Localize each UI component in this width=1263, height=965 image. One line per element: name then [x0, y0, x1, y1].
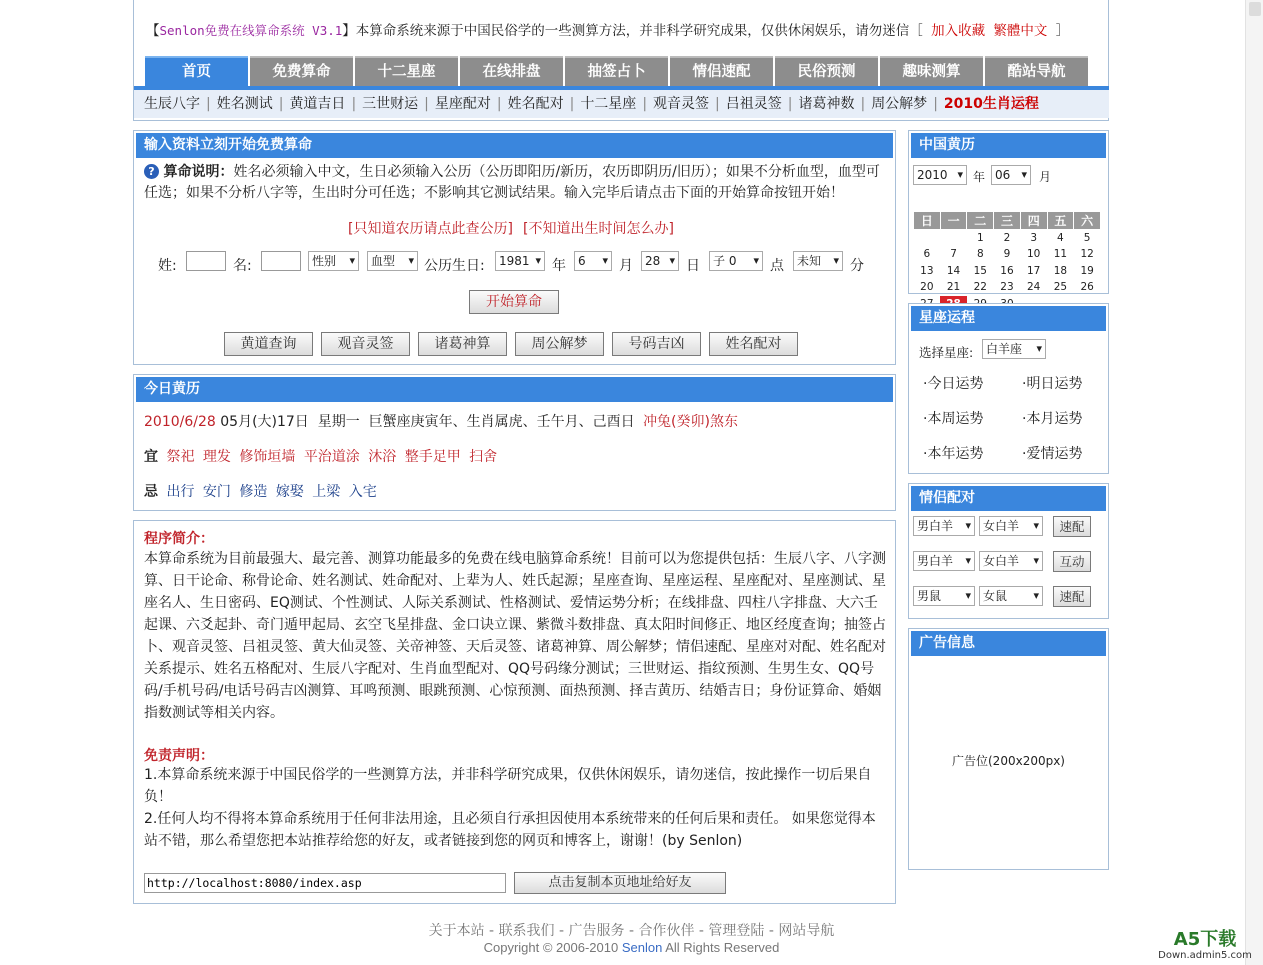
calendar-day[interactable]: 2 — [1003, 232, 1011, 244]
couple-match-panel — [908, 483, 1109, 619]
calendar-day[interactable]: 20 — [920, 281, 934, 294]
couple-match-button[interactable]: 速配 — [1053, 516, 1091, 537]
footer-link-ads[interactable]: 广告服务 — [568, 923, 625, 939]
site-intro — [146, 19, 1069, 39]
quick-number-button[interactable]: 号码吉凶 — [612, 332, 701, 356]
almanac-title: 今日黄历 — [136, 377, 893, 402]
subnav-item[interactable]: 吕祖灵签 — [725, 96, 782, 112]
lunar-lookup-link[interactable]: [只知道农历请点此查公历] — [348, 221, 513, 237]
header — [133, 0, 1109, 121]
today-almanac-panel — [133, 374, 896, 511]
ji-label: 忌 — [144, 484, 158, 500]
blood-type-select[interactable]: 血型 ▾ — [367, 251, 418, 271]
bracket-end: ］ — [1055, 23, 1070, 39]
subnav-item[interactable]: 三世财运 — [362, 96, 419, 112]
month-unit: 月 — [619, 258, 633, 274]
yi-item: 平治道涂 — [303, 449, 360, 465]
tab-chart[interactable]: 在线排盘 — [460, 56, 563, 86]
copyright-pre: Copyright © 2006-2010 — [483, 940, 622, 955]
couple-title: 情侣配对 — [911, 486, 1106, 511]
couple-female-select[interactable]: 女白羊 ▾ — [979, 516, 1043, 536]
footer-link-about[interactable]: 关于本站 — [428, 923, 485, 939]
quick-huangdao-button[interactable]: 黄道查询 — [224, 332, 313, 356]
add-favorite-link[interactable]: 加入收藏 — [931, 23, 986, 39]
subnav-item[interactable]: 生辰八字 — [144, 96, 200, 112]
star-fortune-panel — [908, 303, 1109, 474]
calendar-month-unit: 月 — [1039, 170, 1052, 184]
help-text: 姓名必须输入中文，生日必须输入公历（公历即阳历/新历，农历即阴历/旧历）；如果不分析血型，血型可任选；如果不分析八字等，生出时分可任选；不影响其它测试结果。输入完毕后请点击下面的开始算命按钮开始！ — [144, 164, 880, 201]
fortune-month-link[interactable]: ·本月运势 — [1022, 411, 1083, 427]
form-help — [144, 162, 884, 204]
year-unit: 年 — [552, 258, 566, 274]
site-brand[interactable]: Senlon免费在线算命系统 V3.1 — [159, 23, 343, 38]
subnav-hot-item[interactable]: 2010生肖运程 — [943, 96, 1039, 112]
calendar-day[interactable]: 16 — [1000, 264, 1014, 277]
ji-item: 嫁娶 — [275, 484, 304, 500]
subnav-item[interactable]: 十二星座 — [580, 96, 637, 112]
couple-female-select[interactable]: 女白羊 ▾ — [979, 551, 1043, 571]
calendar-day[interactable]: 26 — [1080, 281, 1094, 294]
tab-divination[interactable]: 抽签占卜 — [565, 56, 668, 86]
calendar-year-select[interactable]: 2010 ▾ — [913, 165, 967, 185]
tab-home[interactable]: 首页 — [145, 56, 248, 86]
calendar-panel — [908, 130, 1109, 294]
calendar-day[interactable]: 14 — [946, 264, 961, 277]
yi-item: 修饰垣墙 — [239, 449, 296, 465]
star-title: 星座运程 — [911, 306, 1106, 331]
bracket-open: 【 — [146, 23, 160, 39]
tab-folk-predict[interactable]: 民俗预测 — [775, 56, 878, 86]
couple-zodiac-match-button[interactable]: 速配 — [1053, 586, 1091, 607]
subnav-item[interactable]: 周公解梦 — [871, 96, 928, 112]
watermark-title: A5下载 — [1173, 929, 1237, 950]
calendar-day[interactable]: 21 — [946, 281, 961, 294]
day-unit: 日 — [686, 258, 700, 274]
footer-links: 关于本站 - 联系我们 - 广告服务 - 合作伙伴 - 管理登陆 - 网站导航 — [428, 923, 835, 939]
birth-year-select[interactable]: 1981 ▾ — [495, 251, 545, 271]
calendar-empty-cell — [940, 230, 967, 247]
copy-url-button[interactable]: 点击复制本页地址给好友 — [514, 872, 726, 894]
tab-free-fortune[interactable]: 免费算命 — [250, 56, 353, 86]
yi-item: 扫舍 — [469, 449, 498, 465]
quick-dream-button[interactable]: 周公解梦 — [515, 332, 604, 356]
ji-item: 修造 — [239, 484, 268, 500]
ji-item: 入宅 — [348, 484, 377, 500]
star-select-label: 选择星座: — [919, 345, 974, 360]
footer-link-admin[interactable]: 管理登陆 — [708, 923, 765, 939]
about-panel — [133, 520, 896, 904]
calendar-title: 中国黄历 — [911, 133, 1106, 158]
sub-nav: 生辰八字 | 姓名测试 | 黄道吉日 | 三世财运 | 星座配对 | 姓名配对 | 十二星座 | 观音灵签 | 吕祖灵签 | 诸葛神数 | 周公解梦 | 2010生肖运程 — [134, 90, 1109, 118]
fortune-love-link[interactable]: ·爱情运势 — [1022, 446, 1083, 462]
surname-input[interactable] — [186, 251, 226, 271]
weekday-header: 三 — [994, 212, 1021, 230]
calendar-day[interactable]: 3 — [1030, 232, 1038, 244]
calendar-day[interactable]: 8 — [976, 248, 984, 261]
weekday-header: 五 — [1047, 212, 1074, 230]
calendar-day[interactable]: 17 — [1027, 264, 1041, 277]
subnav-item[interactable]: 观音灵签 — [653, 96, 710, 112]
fortune-tomorrow-link[interactable]: ·明日运势 — [1022, 376, 1083, 392]
almanac-date: 2010/6/28 — [144, 414, 216, 430]
name-input[interactable] — [261, 251, 301, 271]
disclaimer-title: 免责声明： — [144, 748, 214, 764]
subnav-item[interactable]: 姓名测试 — [216, 96, 273, 112]
calendar-day[interactable]: 18 — [1053, 264, 1068, 277]
scrollbar-thumb[interactable] — [1249, 2, 1261, 16]
calendar-day[interactable]: 15 — [973, 264, 987, 277]
tab-zodiac[interactable]: 十二星座 — [355, 56, 458, 86]
ji-item: 安门 — [202, 484, 231, 500]
calendar-day[interactable]: 4 — [1057, 232, 1064, 244]
ad-panel — [908, 628, 1109, 870]
almanac-clash: 冲兔(癸卯)煞东 — [643, 414, 738, 430]
subnav-item[interactable]: 姓名配对 — [507, 96, 564, 112]
birth-month-select[interactable]: 6 ▾ — [574, 251, 612, 271]
fortune-week-link[interactable]: ·本周运势 — [923, 411, 984, 427]
form-title: 输入资料立刻开始免费算命 — [136, 133, 893, 158]
weekday-header: 六 — [1074, 212, 1101, 230]
couple-interact-button[interactable]: 互动 — [1053, 551, 1091, 572]
help-label: 算命说明： — [163, 164, 234, 180]
name-label: 名: — [233, 258, 252, 274]
bracket-close: 】 — [342, 23, 356, 39]
weekday-header: 四 — [1020, 212, 1047, 230]
calendar-empty-cell — [914, 230, 941, 247]
start-fortune-button[interactable]: 开始算命 — [469, 290, 559, 314]
tab-site-nav[interactable]: 酷站导航 — [985, 56, 1088, 86]
traditional-chinese-link[interactable]: 繁體中文 — [993, 23, 1048, 39]
minute-unit: 分 — [850, 258, 864, 274]
almanac-detail: 05月(大)17日 星期一 巨蟹座庚寅年、生肖属虎、壬午月、己酉日 — [220, 414, 635, 430]
calendar-day[interactable]: 25 — [1053, 281, 1068, 294]
couple-male-select[interactable]: 男白羊 ▾ — [913, 551, 975, 571]
subnav-item[interactable]: 诸葛神数 — [798, 96, 855, 112]
tab-fun-test[interactable]: 趣味测算 — [880, 56, 983, 86]
calendar-grid — [913, 211, 1101, 312]
calendar-day[interactable]: 9 — [1003, 248, 1011, 261]
quick-guanyin-button[interactable]: 观音灵签 — [321, 332, 410, 356]
calendar-day[interactable]: 12 — [1080, 248, 1094, 261]
calendar-day[interactable]: 23 — [1000, 281, 1014, 294]
fortune-today-link[interactable]: ·今日运势 — [923, 376, 984, 392]
disclaimer-1: 1.本算命系统来源于中国民俗学的一些测算方法，并非科学研究成果，仅供休闲娱乐，请勿迷信，按此操作一切后果自负！ — [144, 767, 872, 805]
calendar-month-select[interactable]: 06 ▾ — [991, 165, 1031, 185]
subnav-item[interactable]: 黄道吉日 — [289, 96, 346, 112]
copyright-brand[interactable]: Senlon — [621, 940, 663, 955]
calendar-day[interactable]: 13 — [920, 264, 934, 277]
about-text: 本算命系统为目前最强大、最完善、测算功能最多的免费在线电脑算命系统！目前可以为您提供包括：生辰八字、八字测算、日干论命、称骨论命、姓名测试、姓命配对、上辈为人、姓氏起源；星座查询、星座运程、星座配对、星座测试、星座名人、生日密码、EQ测试、个性测试、人际关系测试、性格测试、爱情运势分析；在线排盘、四柱八字排盘、大六壬起课、六爻起卦、奇门遁甲起局、玄空飞星排盘、金口诀立课、紫微斗数排盘、真太阳时间修正、地区经度查询；抽签占卜、观音灵签、吕祖灵签、黄大仙灵签、关帝神签、天后灵签、诸葛神算、周公解梦；情侣速配、星座对对配、姓名配对关系提示、姓名五格配对、生辰八字配对、生肖血型配对、QQ号码缘分测试；三世财运、指纹预测、生男生女、QQ号码/手机号码/电话号码吉凶测算、耳鸣预测、眼跳预测、心惊预测、面热预测、择吉黄历、结婚吉日；身份证算命、婚姻指数测试等相关内容。 — [144, 551, 886, 721]
watermark-url: Down.admin5.com — [1158, 950, 1252, 961]
about-title: 程序简介： — [144, 531, 214, 547]
unknown-time-link[interactable]: [不知道出生时间怎么办] — [523, 221, 674, 237]
footer-link-partners[interactable]: 合作伙伴 — [638, 923, 695, 939]
yi-label: 宜 — [144, 449, 158, 465]
fortune-year-link[interactable]: ·本年运势 — [923, 446, 984, 462]
calendar-day[interactable]: 10 — [1027, 248, 1041, 261]
almanac-date-line — [144, 411, 738, 431]
yi-item: 沐浴 — [368, 449, 397, 465]
intro-text: 本算命系统来源于中国民俗学的一些测算方法，并非科学研究成果，仅供休闲娱乐，请勿迷信［ — [355, 23, 923, 39]
subnav-item[interactable]: 星座配对 — [434, 96, 491, 112]
weekday-header: 二 — [967, 212, 994, 230]
watermark-logo — [1150, 930, 1260, 962]
birth-label: 公历生日: — [424, 258, 485, 274]
almanac-yi-line — [144, 446, 497, 466]
calendar-day[interactable]: 7 — [950, 248, 957, 261]
calendar-day[interactable]: 11 — [1053, 248, 1068, 261]
yi-item: 祭祀 — [166, 449, 195, 465]
ad-title: 广告信息 — [911, 631, 1106, 656]
footer-link-sitenav[interactable]: 网站导航 — [778, 923, 835, 939]
vertical-scrollbar[interactable] — [1245, 0, 1263, 965]
couple-female-zodiac-select[interactable]: 女鼠 ▾ — [979, 586, 1043, 606]
hour-unit: 点 — [770, 258, 784, 274]
quick-zhuge-button[interactable]: 诸葛神算 — [418, 332, 507, 356]
calendar-day[interactable]: 24 — [1027, 281, 1041, 294]
ad-placeholder: 广告位(200x200px) — [952, 754, 1065, 768]
page-url-input[interactable] — [144, 873, 506, 893]
tab-couple-match[interactable]: 情侣速配 — [670, 56, 773, 86]
yi-item: 整手足甲 — [404, 449, 461, 465]
calendar-day[interactable]: 22 — [973, 281, 987, 294]
birth-day-select[interactable]: 28 ▾ — [641, 251, 679, 271]
calendar-day[interactable]: 19 — [1080, 264, 1094, 277]
birth-hour-select[interactable]: 子 0 ▾ — [709, 251, 763, 271]
star-select[interactable]: 白羊座 ▾ — [982, 339, 1046, 359]
couple-male-zodiac-select[interactable]: 男鼠 ▾ — [913, 586, 975, 606]
copyright-post: All Rights Reserved — [662, 940, 780, 955]
ji-item: 上梁 — [312, 484, 341, 500]
calendar-year-unit: 年 — [973, 170, 986, 184]
gender-select[interactable]: 性别 ▾ — [308, 251, 359, 271]
fortune-form-panel — [133, 130, 896, 365]
help-icon: ? — [144, 164, 159, 179]
calendar-day[interactable]: 1 — [976, 232, 984, 244]
calendar-day[interactable]: 5 — [1083, 232, 1091, 244]
ji-item: 出行 — [166, 484, 195, 500]
almanac-ji-line — [144, 481, 377, 501]
quick-name-match-button[interactable]: 姓名配对 — [709, 332, 798, 356]
surname-label: 姓: — [158, 258, 177, 274]
footer-copyright — [0, 940, 1263, 955]
disclaimer-2: 2.任何人均不得将本算命系统用于任何非法用途，且必须自行承担因使用本系统带来的任何后果和责任。 如果您觉得本站不错，那么希望您把本站推荐给您的好友，或者链接到您的网页和博客上，谢谢！(by Senlon) — [144, 811, 876, 849]
birth-minute-select[interactable]: 未知 ▾ — [793, 251, 843, 271]
weekday-header: 日 — [914, 212, 941, 230]
yi-item: 理发 — [202, 449, 231, 465]
weekday-header: 一 — [940, 212, 967, 230]
couple-male-select[interactable]: 男白羊 ▾ — [913, 516, 975, 536]
calendar-day[interactable]: 6 — [923, 248, 931, 261]
footer-link-contact[interactable]: 联系我们 — [498, 923, 555, 939]
